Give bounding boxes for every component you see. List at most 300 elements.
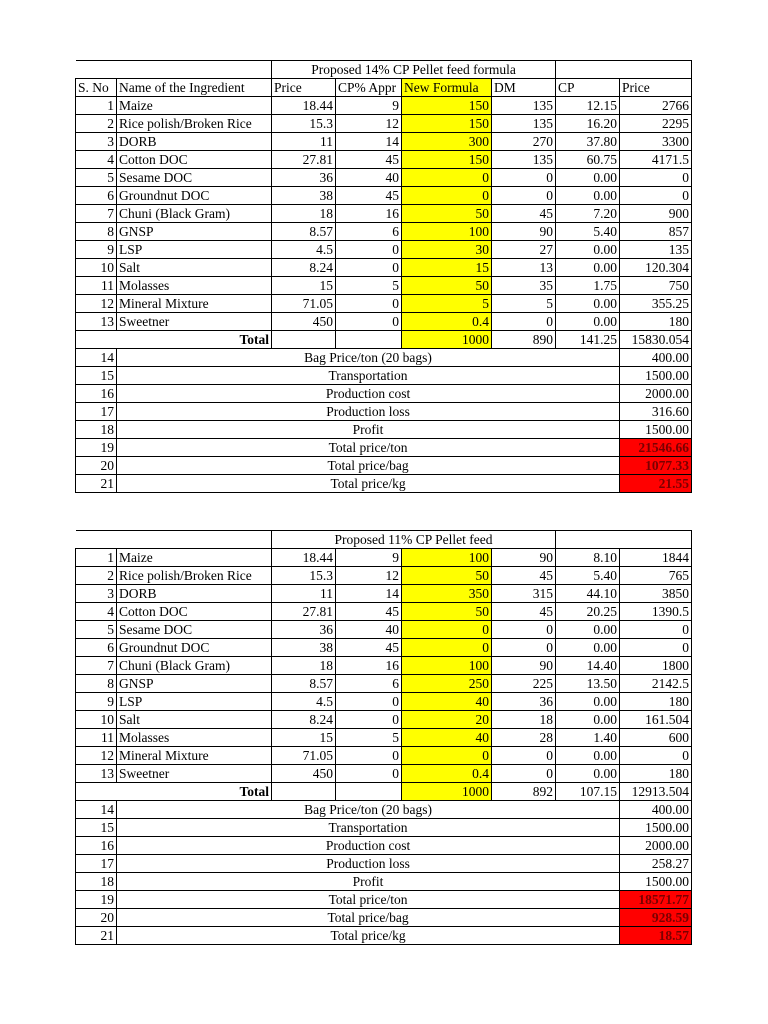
row-number: 3 [76,133,117,151]
cp-percent: 12 [336,115,402,133]
dm-value: 0 [492,639,556,657]
row-number: 6 [76,639,117,657]
ingredient-name: Sweetner [117,765,272,783]
unit-price: 11 [272,133,336,151]
table-row [76,205,692,223]
cost-label: Bag Price/ton (20 bags) [117,801,620,819]
table-row [76,259,692,277]
cp-value: 1.75 [556,277,620,295]
unit-price: 4.5 [272,241,336,259]
cp-value: 0.00 [556,621,620,639]
unit-price: 15 [272,729,336,747]
table-row [76,711,692,729]
unit-price: 18 [272,657,336,675]
row-price: 120.304 [620,259,692,277]
cp-value: 0.00 [556,241,620,259]
total-formula: 1000 [402,783,492,801]
table-row [76,567,692,585]
new-formula-qty: 50 [402,277,492,295]
row-price: 765 [620,567,692,585]
dm-value: 135 [492,151,556,169]
ingredient-name: Mineral Mixture [117,295,272,313]
row-number: 2 [76,115,117,133]
cost-value: 2000.00 [620,837,692,855]
new-formula-qty: 0.4 [402,765,492,783]
cost-label: Profit [117,421,620,439]
table-row [76,115,692,133]
cp-percent: 5 [336,277,402,295]
cp-value: 16.20 [556,115,620,133]
row-number: 1 [76,97,117,115]
cost-label: Total price/kg [117,475,620,493]
cp-percent: 9 [336,549,402,567]
cost-label: Total price/kg [117,927,620,945]
cost-value: 400.00 [620,801,692,819]
cost-label: Production loss [117,403,620,421]
cost-label: Transportation [117,819,620,837]
total-formula: 1000 [402,331,492,349]
dm-value: 0 [492,765,556,783]
row-number: 12 [76,295,117,313]
new-formula-qty: 0 [402,169,492,187]
row-number: 5 [76,621,117,639]
new-formula-qty: 50 [402,205,492,223]
column-header: Name of the Ingredient [117,79,272,97]
ingredient-name: Maize [117,549,272,567]
row-price: 3850 [620,585,692,603]
new-formula-qty: 150 [402,115,492,133]
unit-price: 15 [272,277,336,295]
cost-row [76,367,692,385]
dm-value: 135 [492,115,556,133]
ingredient-name: GNSP [117,675,272,693]
cost-row [76,837,692,855]
ingredient-name: Salt [117,259,272,277]
row-price: 0 [620,187,692,205]
row-number: 19 [76,891,117,909]
table-row [76,693,692,711]
unit-price: 15.3 [272,567,336,585]
dm-value: 0 [492,313,556,331]
dm-value: 18 [492,711,556,729]
cp-value: 8.10 [556,549,620,567]
row-price: 1390.5 [620,603,692,621]
row-number: 21 [76,927,117,945]
new-formula-qty: 350 [402,585,492,603]
cp-value: 0.00 [556,187,620,205]
dm-value: 0 [492,747,556,765]
new-formula-qty: 100 [402,549,492,567]
ingredient-name: Salt [117,711,272,729]
cp-percent: 45 [336,639,402,657]
dm-value: 90 [492,223,556,241]
table-title: Proposed 14% CP Pellet feed formula [272,61,556,79]
cost-value: 1500.00 [620,873,692,891]
cp-percent: 0 [336,765,402,783]
new-formula-qty: 0 [402,747,492,765]
table-row [76,169,692,187]
cost-row [76,439,692,457]
cp-value: 0.00 [556,295,620,313]
dm-value: 27 [492,241,556,259]
new-formula-qty: 40 [402,729,492,747]
table-row [76,313,692,331]
total-label: Total [76,331,272,349]
cp-value: 7.20 [556,205,620,223]
cp-value: 20.25 [556,603,620,621]
cp-value: 12.15 [556,97,620,115]
row-number: 17 [76,403,117,421]
row-number: 9 [76,241,117,259]
cp-value: 13.50 [556,675,620,693]
row-number: 1 [76,549,117,567]
cp-percent: 0 [336,747,402,765]
cp-percent: 0 [336,241,402,259]
row-price: 161.504 [620,711,692,729]
row-number: 4 [76,151,117,169]
cost-value: 1500.00 [620,421,692,439]
cost-row [76,855,692,873]
cost-label: Total price/bag [117,457,620,475]
row-price: 0 [620,747,692,765]
new-formula-qty: 150 [402,97,492,115]
total-label: Total [76,783,272,801]
table-row [76,223,692,241]
table-row [76,675,692,693]
cost-label: Transportation [117,367,620,385]
cp-percent: 5 [336,729,402,747]
table-row [76,151,692,169]
row-number: 8 [76,675,117,693]
row-number: 14 [76,801,117,819]
cost-row [76,403,692,421]
cost-value: 316.60 [620,403,692,421]
row-price: 900 [620,205,692,223]
blank-cell [76,61,272,79]
dm-value: 0 [492,169,556,187]
unit-price: 8.57 [272,223,336,241]
unit-price: 38 [272,187,336,205]
highlighted-total-value: 18.57 [620,927,692,945]
cp-percent: 14 [336,585,402,603]
cp-value: 0.00 [556,765,620,783]
ingredient-name: Groundnut DOC [117,187,272,205]
row-number: 7 [76,657,117,675]
dm-value: 5 [492,295,556,313]
ingredient-name: DORB [117,585,272,603]
row-price: 2766 [620,97,692,115]
total-price: 15830.054 [620,331,692,349]
ingredient-name: Groundnut DOC [117,639,272,657]
dm-value: 45 [492,567,556,585]
dm-value: 225 [492,675,556,693]
row-number: 20 [76,457,117,475]
cost-row [76,819,692,837]
column-header: Price [620,79,692,97]
cp-percent: 0 [336,693,402,711]
row-price: 2142.5 [620,675,692,693]
unit-price: 36 [272,621,336,639]
row-price: 135 [620,241,692,259]
row-number: 18 [76,873,117,891]
unit-price: 27.81 [272,603,336,621]
cp-percent: 12 [336,567,402,585]
row-price: 857 [620,223,692,241]
cost-row [76,801,692,819]
unit-price: 71.05 [272,747,336,765]
cost-row [76,385,692,403]
ingredient-name: Molasses [117,277,272,295]
highlighted-total-value: 21.55 [620,475,692,493]
table-row [76,187,692,205]
cp-value: 1.40 [556,729,620,747]
cp-percent: 0 [336,295,402,313]
table-row [76,603,692,621]
cost-value: 258.27 [620,855,692,873]
cp-value: 0.00 [556,747,620,765]
row-price: 1844 [620,549,692,567]
dm-value: 45 [492,205,556,223]
cp-value: 0.00 [556,639,620,657]
new-formula-qty: 300 [402,133,492,151]
unit-price: 450 [272,765,336,783]
new-formula-qty: 40 [402,693,492,711]
dm-value: 45 [492,603,556,621]
cp-percent: 0 [336,259,402,277]
highlighted-total-value: 21546.66 [620,439,692,457]
row-number: 11 [76,277,117,295]
table-row [76,621,692,639]
unit-price: 8.24 [272,711,336,729]
ingredient-name: Cotton DOC [117,603,272,621]
row-price: 3300 [620,133,692,151]
row-price: 4171.5 [620,151,692,169]
row-price: 0 [620,621,692,639]
cost-row [76,927,692,945]
row-number: 7 [76,205,117,223]
column-header: New Formula [402,79,492,97]
cp-value: 0.00 [556,711,620,729]
cost-label: Bag Price/ton (20 bags) [117,349,620,367]
cost-row [76,349,692,367]
new-formula-qty: 20 [402,711,492,729]
new-formula-qty: 100 [402,657,492,675]
ingredient-name: Chuni (Black Gram) [117,205,272,223]
cp-value: 5.40 [556,223,620,241]
table-row [76,295,692,313]
new-formula-qty: 0 [402,639,492,657]
row-price: 355.25 [620,295,692,313]
row-price: 600 [620,729,692,747]
unit-price: 38 [272,639,336,657]
new-formula-qty: 0.4 [402,313,492,331]
cp-value: 0.00 [556,169,620,187]
row-number: 15 [76,367,117,385]
cp-percent: 0 [336,711,402,729]
table-row [76,133,692,151]
cost-row [76,909,692,927]
cp-value: 37.80 [556,133,620,151]
column-header: CP [556,79,620,97]
row-number: 3 [76,585,117,603]
blank-cell [556,531,692,549]
dm-value: 90 [492,657,556,675]
row-number: 13 [76,765,117,783]
cost-row [76,457,692,475]
new-formula-qty: 150 [402,151,492,169]
cp-percent: 6 [336,675,402,693]
cp-value: 0.00 [556,259,620,277]
row-number: 19 [76,439,117,457]
new-formula-qty: 50 [402,567,492,585]
table-row [76,729,692,747]
total-row [76,783,692,801]
row-number: 5 [76,169,117,187]
blank-cell [336,331,402,349]
new-formula-qty: 0 [402,621,492,639]
ingredient-name: Sesame DOC [117,169,272,187]
ingredient-name: Sesame DOC [117,621,272,639]
ingredient-name: Rice polish/Broken Rice [117,567,272,585]
row-number: 2 [76,567,117,585]
title-row [76,61,692,79]
blank-cell [556,61,692,79]
unit-price: 71.05 [272,295,336,313]
row-number: 17 [76,855,117,873]
row-number: 8 [76,223,117,241]
row-number: 15 [76,819,117,837]
column-header: CP% Appr [336,79,402,97]
cost-value: 2000.00 [620,385,692,403]
dm-value: 90 [492,549,556,567]
new-formula-qty: 250 [402,675,492,693]
row-price: 180 [620,693,692,711]
row-number: 16 [76,837,117,855]
cost-row [76,421,692,439]
table-row [76,747,692,765]
highlighted-total-value: 928.59 [620,909,692,927]
dm-value: 0 [492,621,556,639]
total-dm: 892 [492,783,556,801]
row-price: 180 [620,313,692,331]
header-row [76,79,692,97]
dm-value: 0 [492,187,556,205]
new-formula-qty: 50 [402,603,492,621]
cost-row [76,475,692,493]
unit-price: 18.44 [272,549,336,567]
cp-value: 0.00 [556,693,620,711]
cp-percent: 45 [336,151,402,169]
blank-cell [272,331,336,349]
total-dm: 890 [492,331,556,349]
cost-label: Production cost [117,385,620,403]
ingredient-name: GNSP [117,223,272,241]
highlighted-total-value: 1077.33 [620,457,692,475]
unit-price: 18 [272,205,336,223]
dm-value: 28 [492,729,556,747]
new-formula-qty: 30 [402,241,492,259]
table-row [76,765,692,783]
new-formula-qty: 0 [402,187,492,205]
cost-label: Total price/ton [117,891,620,909]
row-price: 0 [620,169,692,187]
ingredient-name: Mineral Mixture [117,747,272,765]
row-number: 10 [76,711,117,729]
row-number: 12 [76,747,117,765]
table-row [76,241,692,259]
cp-percent: 9 [336,97,402,115]
cp-percent: 0 [336,313,402,331]
feed-formula-table-11cp [75,530,692,945]
table-row [76,277,692,295]
dm-value: 270 [492,133,556,151]
ingredient-name: Cotton DOC [117,151,272,169]
row-number: 16 [76,385,117,403]
table-row [76,97,692,115]
column-header: S. No [76,79,117,97]
column-header: Price [272,79,336,97]
ingredient-name: Molasses [117,729,272,747]
row-number: 18 [76,421,117,439]
column-header: DM [492,79,556,97]
ingredient-name: Rice polish/Broken Rice [117,115,272,133]
new-formula-qty: 15 [402,259,492,277]
ingredient-name: Chuni (Black Gram) [117,657,272,675]
row-number: 21 [76,475,117,493]
total-cp: 107.15 [556,783,620,801]
cost-row [76,891,692,909]
row-number: 4 [76,603,117,621]
row-price: 0 [620,639,692,657]
row-price: 1800 [620,657,692,675]
cp-value: 60.75 [556,151,620,169]
new-formula-qty: 5 [402,295,492,313]
unit-price: 11 [272,585,336,603]
cp-percent: 6 [336,223,402,241]
cost-label: Profit [117,873,620,891]
dm-value: 135 [492,97,556,115]
new-formula-qty: 100 [402,223,492,241]
row-number: 13 [76,313,117,331]
table-row [76,549,692,567]
cost-label: Production cost [117,837,620,855]
cost-label: Production loss [117,855,620,873]
row-number: 10 [76,259,117,277]
blank-cell [336,783,402,801]
unit-price: 18.44 [272,97,336,115]
cp-value: 14.40 [556,657,620,675]
blank-cell [272,783,336,801]
dm-value: 315 [492,585,556,603]
table-row [76,585,692,603]
row-number: 14 [76,349,117,367]
unit-price: 4.5 [272,693,336,711]
cost-label: Total price/ton [117,439,620,457]
unit-price: 27.81 [272,151,336,169]
highlighted-total-value: 18571.77 [620,891,692,909]
table-row [76,639,692,657]
table-title: Proposed 11% CP Pellet feed [272,531,556,549]
table-row [76,657,692,675]
total-row [76,331,692,349]
ingredient-name: DORB [117,133,272,151]
row-price: 180 [620,765,692,783]
row-number: 20 [76,909,117,927]
title-row [76,531,692,549]
unit-price: 450 [272,313,336,331]
row-number: 9 [76,693,117,711]
row-number: 11 [76,729,117,747]
